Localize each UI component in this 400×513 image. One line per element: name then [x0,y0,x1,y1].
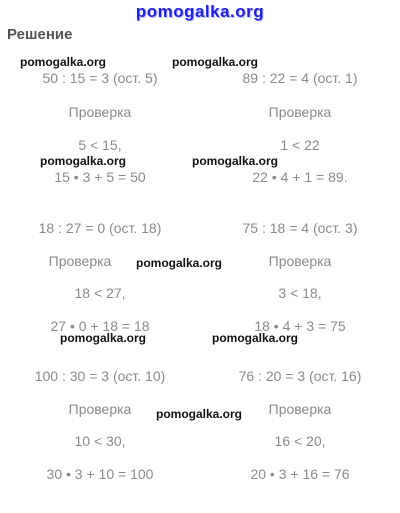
block3-left-comparison: 10 < 30, [74,433,126,449]
block3-left-calculation: 30 • 3 + 10 = 100 [46,466,154,482]
watermark: pomogalka.org [136,256,223,270]
block3-left-equation: 100 : 30 = 3 (ост. 10) [34,368,166,384]
site-title: pomogalka.org [135,2,265,21]
block1-left-calculation: 15 • 3 + 5 = 50 [54,169,146,185]
block2-right-equation: 75 : 18 = 4 (ост. 3) [242,220,358,236]
block3-left-check-label: Проверка [68,401,132,417]
solution-heading: Решение [7,26,73,43]
block1-left-equation: 50 : 15 = 3 (ост. 5) [42,70,158,86]
block1-right-calculation: 22 • 4 + 1 = 89. [252,169,348,185]
block2-right-comparison: 3 < 18, [278,285,322,301]
block3-right-check-label: Проверка [268,401,332,417]
watermark: pomogalka.org [172,55,259,69]
watermark: pomogalka.org [156,407,243,421]
watermark: pomogalka.org [60,331,147,345]
block2-left-comparison: 18 < 27, [74,285,126,301]
block2-left-equation: 18 : 27 = 0 (ост. 18) [38,220,162,236]
block2-left-calculation: 27 • 0 + 18 = 18 [50,318,150,334]
block1-left-check-label: Проверка [68,104,132,120]
watermark: pomogalka.org [20,55,107,69]
block2-right-check-label: Проверка [268,253,332,269]
block2-right-calculation: 18 • 4 + 3 = 75 [254,318,346,334]
block1-right-check-label: Проверка [268,104,332,120]
watermark: pomogalka.org [192,154,279,168]
block3-right-calculation: 20 • 3 + 16 = 76 [250,466,350,482]
block3-right-comparison: 16 < 20, [274,433,326,449]
block1-left-comparison: 5 < 15, [78,137,122,153]
watermark: pomogalka.org [212,331,299,345]
block1-right-comparison: 1 < 22 [280,137,320,153]
block3-right-equation: 76 : 20 = 3 (ост. 16) [238,368,362,384]
watermark: pomogalka.org [40,154,127,168]
block1-right-equation: 89 : 22 = 4 (ост. 1) [242,70,358,86]
block2-left-check-label: Проверка [48,253,112,269]
